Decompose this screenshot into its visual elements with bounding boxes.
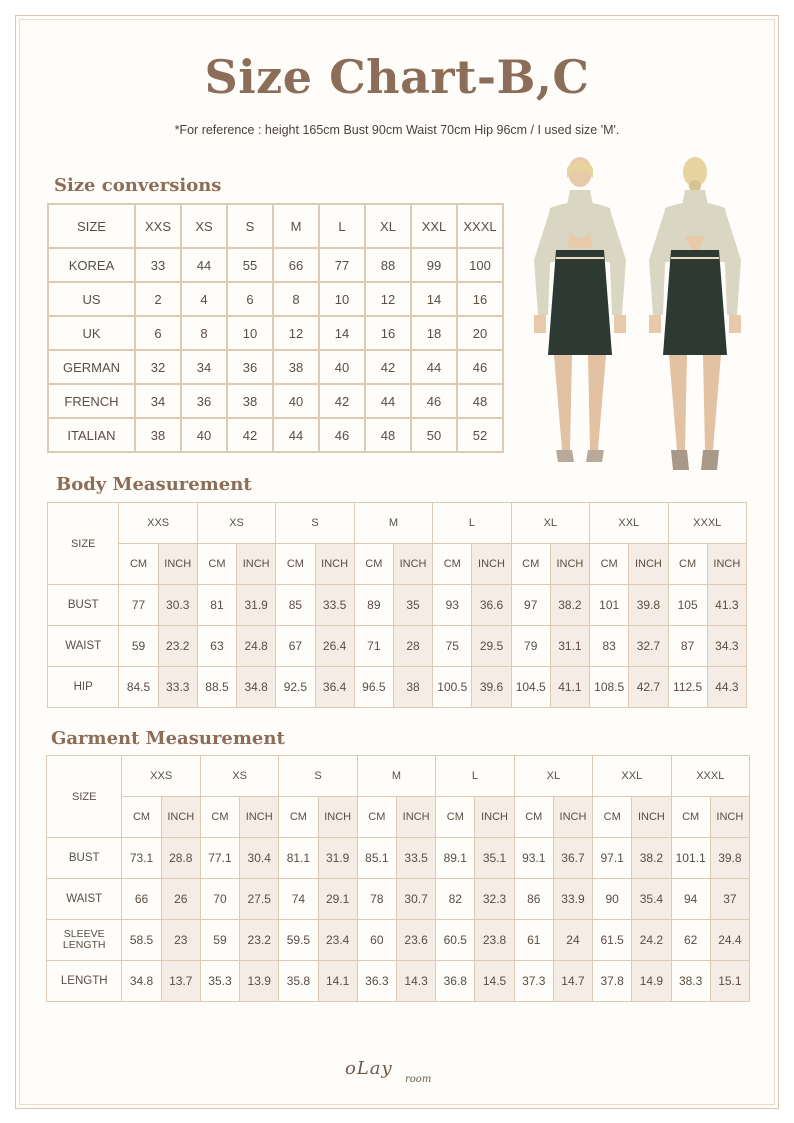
table-cell: 14.7: [553, 961, 592, 1002]
table-cell: 60.5: [436, 920, 475, 961]
table-cell: 100: [457, 248, 503, 282]
table-cell: 38.2: [550, 585, 589, 626]
table-cell: 94: [671, 879, 710, 920]
table-cell: 29.1: [318, 879, 357, 920]
table-row: [47, 961, 750, 1002]
table-cell: 24: [553, 920, 592, 961]
table-cell: 101.1: [671, 838, 710, 879]
size-header-row: [47, 756, 750, 797]
table-cell: 63: [197, 626, 236, 667]
table-cell: 27.5: [240, 879, 279, 920]
table-cell: 23.6: [396, 920, 435, 961]
size-header-row: [48, 503, 747, 544]
table-cell: 97.1: [593, 838, 632, 879]
row-label: WAIST: [47, 879, 122, 920]
table-cell: 88.5: [197, 667, 236, 708]
table-cell: 35.8: [279, 961, 318, 1002]
table-cell: 32.3: [475, 879, 514, 920]
table-cell: 16: [365, 316, 411, 350]
table-cell: 14: [319, 316, 365, 350]
table-cell: 44: [273, 418, 319, 452]
table-row: [48, 418, 503, 452]
unit-header-cm: CM: [276, 544, 315, 585]
table-cell: 77.1: [200, 838, 239, 879]
table-cell: 24.4: [710, 920, 749, 961]
table-cell: 33.9: [553, 879, 592, 920]
table-cell: 31.1: [550, 626, 589, 667]
body-measurement-table: [47, 502, 747, 708]
table-cell: 23.8: [475, 920, 514, 961]
table-cell: 36: [181, 384, 227, 418]
table-row: [48, 316, 503, 350]
size-header: XXL: [593, 756, 671, 797]
table-cell: 14.1: [318, 961, 357, 1002]
table-cell: 36.6: [472, 585, 511, 626]
unit-header-inch: INCH: [393, 544, 432, 585]
model-back: [649, 157, 741, 470]
table-cell: 93.1: [514, 838, 553, 879]
unit-header-inch: INCH: [318, 797, 357, 838]
size-conversions-title: Size conversions: [54, 175, 222, 196]
table-row: [47, 879, 750, 920]
table-cell: 33.5: [315, 585, 354, 626]
table-cell: 87: [668, 626, 707, 667]
table-cell: 13.9: [240, 961, 279, 1002]
table-cell: 100.5: [433, 667, 472, 708]
table-cell: 38: [393, 667, 432, 708]
table-cell: 20: [457, 316, 503, 350]
table-cell: 33.5: [396, 838, 435, 879]
table-cell: 70: [200, 879, 239, 920]
table-cell: 46: [319, 418, 365, 452]
table-row: [48, 350, 503, 384]
table-cell: 26: [161, 879, 200, 920]
table-cell: 81: [197, 585, 236, 626]
unit-header-cm: CM: [279, 797, 318, 838]
table-cell: 34: [181, 350, 227, 384]
unit-header-row: [48, 544, 747, 585]
unit-header-inch: INCH: [237, 544, 276, 585]
table-cell: 101: [590, 585, 629, 626]
table-cell: 40: [319, 350, 365, 384]
table-cell: 30.7: [396, 879, 435, 920]
table-cell: 32: [135, 350, 181, 384]
table-cell: 84.5: [119, 667, 158, 708]
table-cell: 85: [276, 585, 315, 626]
column-header: XS: [181, 204, 227, 248]
size-conversions-table: [47, 203, 504, 453]
table-cell: 35.3: [200, 961, 239, 1002]
table-cell: 36.7: [553, 838, 592, 879]
column-header: SIZE: [48, 204, 135, 248]
table-cell: 61.5: [593, 920, 632, 961]
table-cell: 77: [319, 248, 365, 282]
model-front: [534, 157, 626, 462]
table-cell: 28.8: [161, 838, 200, 879]
table-cell: 15.1: [710, 961, 749, 1002]
table-cell: 71: [354, 626, 393, 667]
table-cell: 48: [365, 418, 411, 452]
table-row: [48, 282, 503, 316]
table-cell: 78: [357, 879, 396, 920]
table-cell: 33: [135, 248, 181, 282]
table-cell: 44.3: [707, 667, 746, 708]
size-label-cell: SIZE: [47, 756, 122, 838]
unit-header-cm: CM: [122, 797, 161, 838]
unit-header-cm: CM: [511, 544, 550, 585]
table-cell: 46: [457, 350, 503, 384]
size-header: S: [279, 756, 357, 797]
unit-header-inch: INCH: [240, 797, 279, 838]
table-cell: 73.1: [122, 838, 161, 879]
row-label: HIP: [48, 667, 119, 708]
table-cell: 62: [671, 920, 710, 961]
table-cell: 40: [273, 384, 319, 418]
table-cell: 30.3: [158, 585, 197, 626]
table-cell: 42: [365, 350, 411, 384]
unit-header-inch: INCH: [707, 544, 746, 585]
column-header: XXL: [411, 204, 457, 248]
table-cell: 39.8: [710, 838, 749, 879]
table-cell: 8: [273, 282, 319, 316]
table-cell: 66: [273, 248, 319, 282]
table-cell: 23.2: [240, 920, 279, 961]
size-header: M: [354, 503, 432, 544]
table-row: [48, 384, 503, 418]
table-cell: 31.9: [237, 585, 276, 626]
table-cell: 36.4: [315, 667, 354, 708]
table-cell: 92.5: [276, 667, 315, 708]
column-header: XL: [365, 204, 411, 248]
size-header: XXXL: [671, 756, 749, 797]
size-header: XS: [200, 756, 278, 797]
table-cell: 83: [590, 626, 629, 667]
table-cell: 58.5: [122, 920, 161, 961]
logo-text-sub: room: [405, 1074, 432, 1085]
unit-header-cm: CM: [119, 544, 158, 585]
table-cell: 24.8: [237, 626, 276, 667]
column-header: M: [273, 204, 319, 248]
model-illustration: [520, 150, 760, 490]
size-header: XL: [511, 503, 589, 544]
table-row: [47, 920, 750, 961]
table-cell: 85.1: [357, 838, 396, 879]
table-cell: 33.3: [158, 667, 197, 708]
table-cell: 59: [200, 920, 239, 961]
table-cell: 13.7: [161, 961, 200, 1002]
table-cell: 89: [354, 585, 393, 626]
row-label: WAIST: [48, 626, 119, 667]
table-cell: 38: [273, 350, 319, 384]
table-cell: 46: [411, 384, 457, 418]
table-cell: 23.4: [318, 920, 357, 961]
table-cell: 38: [135, 418, 181, 452]
table-cell: 81.1: [279, 838, 318, 879]
table-cell: 34.8: [237, 667, 276, 708]
table-cell: 12: [273, 316, 319, 350]
row-label: BUST: [48, 585, 119, 626]
table-cell: 14.3: [396, 961, 435, 1002]
table-cell: 112.5: [668, 667, 707, 708]
table-cell: 36: [227, 350, 273, 384]
table-cell: 2: [135, 282, 181, 316]
body-measurement-title: Body Measurement: [56, 474, 252, 495]
table-cell: 89.1: [436, 838, 475, 879]
table-cell: 55: [227, 248, 273, 282]
table-cell: 28: [393, 626, 432, 667]
size-header: L: [433, 503, 511, 544]
table-cell: 32.7: [629, 626, 668, 667]
table-row: [48, 667, 747, 708]
unit-header-cm: CM: [590, 544, 629, 585]
size-header: XS: [197, 503, 275, 544]
unit-header-cm: CM: [668, 544, 707, 585]
table-cell: 30.4: [240, 838, 279, 879]
unit-header-inch: INCH: [161, 797, 200, 838]
table-cell: 14.5: [475, 961, 514, 1002]
table-cell: 37.8: [593, 961, 632, 1002]
table-cell: 34: [135, 384, 181, 418]
table-cell: 37: [710, 879, 749, 920]
table-cell: 14.9: [632, 961, 671, 1002]
unit-header-cm: CM: [514, 797, 553, 838]
row-label: LENGTH: [47, 961, 122, 1002]
table-cell: 48: [457, 384, 503, 418]
table-cell: 41.3: [707, 585, 746, 626]
table-cell: 42.7: [629, 667, 668, 708]
table-cell: 104.5: [511, 667, 550, 708]
table-row: [47, 838, 750, 879]
table-cell: 6: [135, 316, 181, 350]
unit-header-inch: INCH: [472, 544, 511, 585]
size-header: XXS: [122, 756, 200, 797]
table-cell: 99: [411, 248, 457, 282]
table-cell: 4: [181, 282, 227, 316]
table-cell: 61: [514, 920, 553, 961]
table-cell: 10: [319, 282, 365, 316]
table-cell: 37.3: [514, 961, 553, 1002]
table-cell: 36.3: [357, 961, 396, 1002]
size-header: XXXL: [668, 503, 747, 544]
table-cell: 44: [181, 248, 227, 282]
table-cell: 50: [411, 418, 457, 452]
table-cell: 88: [365, 248, 411, 282]
table-cell: 23: [161, 920, 200, 961]
unit-header-inch: INCH: [315, 544, 354, 585]
table-cell: 44: [365, 384, 411, 418]
table-cell: 39.6: [472, 667, 511, 708]
column-header: XXS: [135, 204, 181, 248]
size-header: L: [436, 756, 514, 797]
table-cell: 40: [181, 418, 227, 452]
table-cell: 6: [227, 282, 273, 316]
unit-header-cm: CM: [200, 797, 239, 838]
table-cell: 93: [433, 585, 472, 626]
unit-header-inch: INCH: [553, 797, 592, 838]
table-cell: 23.2: [158, 626, 197, 667]
unit-header-inch: INCH: [158, 544, 197, 585]
table-cell: 38: [227, 384, 273, 418]
table-cell: 16: [457, 282, 503, 316]
row-label: GERMAN: [48, 350, 135, 384]
table-cell: 35.1: [475, 838, 514, 879]
page-title: Size Chart-B,C: [204, 50, 590, 104]
table-cell: 77: [119, 585, 158, 626]
table-cell: 86: [514, 879, 553, 920]
row-label: US: [48, 282, 135, 316]
table-cell: 66: [122, 879, 161, 920]
brand-logo: [345, 1058, 455, 1092]
unit-header-cm: CM: [593, 797, 632, 838]
row-label: KOREA: [48, 248, 135, 282]
table-cell: 26.4: [315, 626, 354, 667]
unit-header-inch: INCH: [550, 544, 589, 585]
table-row: [48, 585, 747, 626]
table-cell: 14: [411, 282, 457, 316]
table-cell: 34.3: [707, 626, 746, 667]
unit-header-inch: INCH: [475, 797, 514, 838]
size-header: S: [276, 503, 354, 544]
table-cell: 79: [511, 626, 550, 667]
row-label: FRENCH: [48, 384, 135, 418]
table-cell: 12: [365, 282, 411, 316]
table-row: [48, 248, 503, 282]
table-cell: 10: [227, 316, 273, 350]
table-cell: 38.2: [632, 838, 671, 879]
table-cell: 34.8: [122, 961, 161, 1002]
table-cell: 59.5: [279, 920, 318, 961]
table-cell: 59: [119, 626, 158, 667]
garment-measurement-table: [46, 755, 750, 1002]
table-cell: 108.5: [590, 667, 629, 708]
table-cell: 39.8: [629, 585, 668, 626]
table-cell: 35: [393, 585, 432, 626]
table-cell: 105: [668, 585, 707, 626]
column-header: S: [227, 204, 273, 248]
unit-header-cm: CM: [354, 544, 393, 585]
row-label: UK: [48, 316, 135, 350]
table-cell: 74: [279, 879, 318, 920]
table-cell: 90: [593, 879, 632, 920]
table-header-row: [48, 204, 503, 248]
row-label: SLEEVE LENGTH: [47, 920, 122, 961]
table-cell: 67: [276, 626, 315, 667]
unit-header-inch: INCH: [629, 544, 668, 585]
size-label-cell: SIZE: [48, 503, 119, 585]
size-header: XL: [514, 756, 592, 797]
logo-text-main: oLay: [345, 1058, 393, 1079]
table-cell: 18: [411, 316, 457, 350]
unit-header-row: [47, 797, 750, 838]
table-cell: 41.1: [550, 667, 589, 708]
column-header: XXXL: [457, 204, 503, 248]
table-cell: 35.4: [632, 879, 671, 920]
table-cell: 96.5: [354, 667, 393, 708]
table-cell: 97: [511, 585, 550, 626]
row-label: ITALIAN: [48, 418, 135, 452]
unit-header-cm: CM: [357, 797, 396, 838]
unit-header-cm: CM: [433, 544, 472, 585]
reference-note: *For reference : height 165cm Bust 90cm Waist 70cm Hip 96cm / I used size 'M'.: [174, 123, 620, 137]
unit-header-inch: INCH: [632, 797, 671, 838]
garment-measurement-title: Garment Measurement: [51, 728, 285, 749]
table-cell: 44: [411, 350, 457, 384]
table-cell: 82: [436, 879, 475, 920]
table-cell: 52: [457, 418, 503, 452]
table-row: [48, 626, 747, 667]
table-cell: 38.3: [671, 961, 710, 1002]
table-cell: 60: [357, 920, 396, 961]
column-header: L: [319, 204, 365, 248]
size-header: XXL: [590, 503, 668, 544]
size-header: M: [357, 756, 435, 797]
table-cell: 31.9: [318, 838, 357, 879]
table-cell: 36.8: [436, 961, 475, 1002]
table-cell: 42: [319, 384, 365, 418]
unit-header-inch: INCH: [710, 797, 749, 838]
table-cell: 29.5: [472, 626, 511, 667]
unit-header-cm: CM: [436, 797, 475, 838]
row-label: BUST: [47, 838, 122, 879]
table-cell: 75: [433, 626, 472, 667]
unit-header-cm: CM: [671, 797, 710, 838]
table-cell: 42: [227, 418, 273, 452]
unit-header-cm: CM: [197, 544, 236, 585]
table-cell: 24.2: [632, 920, 671, 961]
table-cell: 8: [181, 316, 227, 350]
unit-header-inch: INCH: [396, 797, 435, 838]
size-header: XXS: [119, 503, 197, 544]
